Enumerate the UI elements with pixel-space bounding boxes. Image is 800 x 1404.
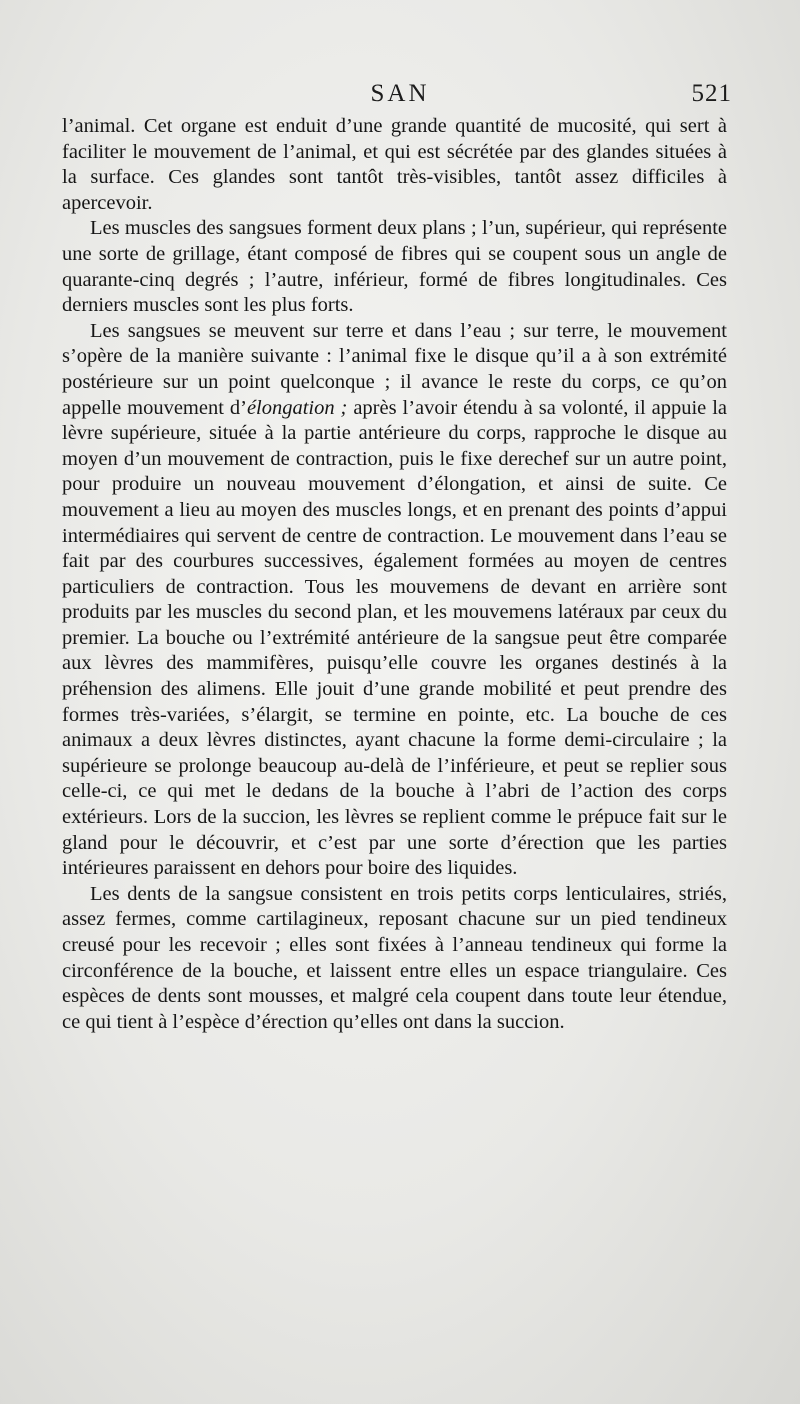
page-header bbox=[62, 80, 738, 112]
page-number: 521 bbox=[691, 80, 732, 107]
italic-term-elongation: élongation ; bbox=[246, 396, 348, 419]
paragraph-3-rest: après l’avoir étendu à sa volonté, il appuie la lèvre supérieure, située à la partie antérieure du corps, rapproche le disque au moyen d’un mouvement de contraction, puis le fixe derechef sur un autre point, pour produire un nouveau mouvement d’élongation, et ainsi de suite. Ce mouvement a lieu au moyen des muscles longs, et en prenant des points d’appui intermédiaires qui servent de centre de contraction. Le mouvement dans l’eau se fait par des courbures successives, également formées au moyen de centres particuliers de contraction. Tous les mouvemens de devant en arrière sont produits par les muscles du second plan, et les mouvemens latéraux par ceux du premier. La bouche ou l’extrémité antérieure de la sangsue peut être comparée aux lèvres des mammifères, puisqu’elle couvre les organes destinés à la préhension des alimens. Elle jouit d’une grande mobilité et peut prendre des formes très-variées, s’élargit, se termine en pointe, etc. La bouche de ces animaux a deux lèvres distinctes, ayant chacune la forme demi-circulaire ; la supérieure se prolonge beaucoup au-delà de l’inférieure, et peut se replier sous celle-ci, ce qui met le dedans de la bouche à l’abri de l’action des corps extérieurs. Lors de la succion, les lèvres se replient comme le prépuce fait sur le gland pour le découvrir, et c’est par une sorte d’érection que les parties intérieures paraissent en dehors pour boire des liquides. bbox=[62, 396, 727, 880]
running-head: SAN bbox=[370, 80, 430, 107]
paragraph-3-start: Les sangsues se meuvent sur terre et dans l’eau ; sur terre, le mouvement s’opère de la manière suivante : l’animal fixe le disque qu’il a à son extrémité postérieure sur un point quelconque ; il avance le reste du corps, ce qu’on appelle mouvement d’ bbox=[62, 319, 727, 419]
paragraph-4: Les dents de la sangsue consistent en trois petits corps lenticulaires, striés, assez fermes, comme cartilagineux, reposant chacune sur un pied tendineux creusé pour les recevoir ; elles sont fixées à l’anneau tendineux qui forme la circonférence de la bouche, et laissent entre elles un espace triangulaire. Ces espèces de dents sont mousses, et malgré cela coupent dans toute leur étendue, ce qui tient à l’espèce d’érection qu’elles ont dans la succion. bbox=[62, 882, 727, 1033]
paragraph-3 bbox=[62, 319, 727, 882]
paragraph-1: l’animal. Cet organe est enduit d’une grande quantité de mucosité, qui sert à faciliter le mouvement de l’animal, et qui est sécrétée par des glandes situées à la surface. Ces glandes sont tantôt très-visibles, tantôt assez difficiles à apercevoir. bbox=[62, 115, 727, 214]
paragraph-2: Les muscles des sangsues forment deux plans ; l’un, supérieur, qui représente une sorte de grillage, étant composé de fibres qui se coupent sous un angle de quarante-cinq degrés ; l’autre, inférieur, formé de fibres longitudinales. Ces derniers muscles sont les plus forts. bbox=[62, 217, 727, 317]
body-text bbox=[62, 114, 727, 1035]
